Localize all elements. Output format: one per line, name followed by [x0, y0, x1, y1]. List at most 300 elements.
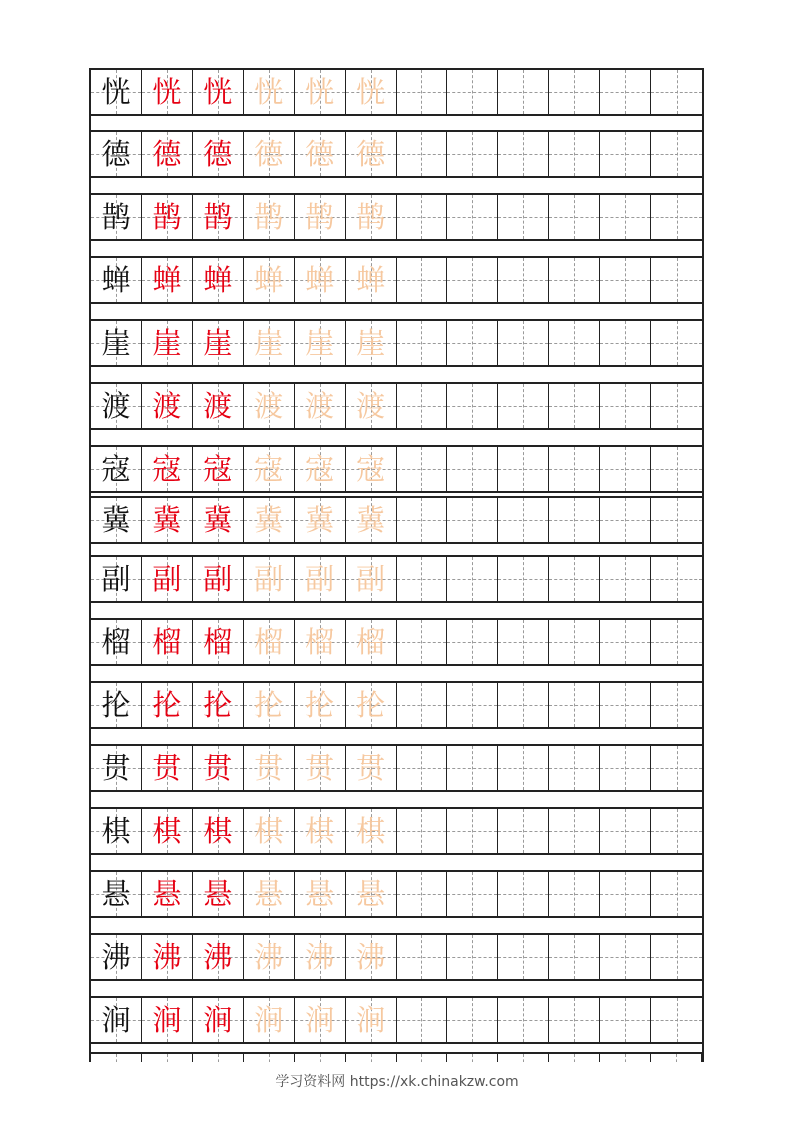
model-character: 棋	[101, 813, 131, 848]
model-character-cell	[91, 746, 142, 790]
blank-practice-cell	[549, 195, 600, 239]
red-copy-cell	[142, 809, 193, 853]
blank-practice-cell	[651, 557, 702, 601]
red-copy-cell	[193, 195, 244, 239]
red-copy-cell	[142, 557, 193, 601]
red-copy-cell	[142, 935, 193, 979]
trace-character: 德	[356, 136, 386, 171]
blank-practice-cell	[244, 1054, 295, 1062]
model-character-cell	[91, 258, 142, 302]
blank-practice-cell	[447, 321, 498, 365]
red-copy-character: 崖	[152, 325, 182, 360]
red-copy-cell	[193, 935, 244, 979]
model-character: 沸	[101, 939, 131, 974]
blank-practice-cell	[498, 620, 549, 664]
model-character-cell	[91, 132, 142, 176]
red-copy-cell	[193, 321, 244, 365]
trace-cell	[346, 132, 397, 176]
blank-practice-cell	[549, 620, 600, 664]
blank-practice-cell	[397, 935, 448, 979]
red-copy-cell	[193, 809, 244, 853]
model-character: 崖	[101, 325, 131, 360]
practice-row	[91, 744, 702, 792]
red-copy-cell	[142, 195, 193, 239]
trace-character: 悬	[356, 876, 386, 911]
red-copy-character: 沸	[203, 939, 233, 974]
practice-row	[91, 996, 702, 1044]
trace-cell	[244, 683, 295, 727]
red-copy-character: 恍	[152, 74, 182, 109]
trace-cell	[346, 557, 397, 601]
model-character-cell	[91, 872, 142, 916]
red-copy-cell	[142, 384, 193, 428]
red-copy-character: 蝉	[203, 262, 233, 297]
trace-cell	[244, 321, 295, 365]
blank-practice-cell	[397, 321, 448, 365]
trace-cell	[295, 258, 346, 302]
blank-practice-cell	[397, 447, 448, 491]
blank-practice-cell	[651, 384, 702, 428]
practice-row	[91, 496, 702, 544]
trace-character: 悬	[305, 876, 335, 911]
blank-practice-cell	[651, 258, 702, 302]
model-character: 涧	[101, 1002, 131, 1037]
blank-practice-cell	[549, 683, 600, 727]
trace-character: 悬	[254, 876, 284, 911]
footer-text: 学习资料网 https://xk.chinakzw.com	[275, 1074, 519, 1090]
practice-row	[91, 933, 702, 981]
blank-practice-cell	[549, 872, 600, 916]
trace-character: 沸	[254, 939, 284, 974]
model-character-cell	[91, 557, 142, 601]
trace-character: 沸	[356, 939, 386, 974]
blank-practice-cell	[498, 557, 549, 601]
blank-practice-cell	[549, 321, 600, 365]
blank-practice-cell	[397, 132, 448, 176]
trace-cell	[244, 746, 295, 790]
blank-practice-cell	[397, 620, 448, 664]
red-copy-cell	[142, 498, 193, 542]
blank-practice-cell	[549, 258, 600, 302]
red-copy-character: 鹊	[203, 199, 233, 234]
trace-cell	[346, 809, 397, 853]
trace-character: 棋	[254, 813, 284, 848]
trace-cell	[346, 258, 397, 302]
blank-practice-cell	[498, 70, 549, 114]
red-copy-cell	[193, 746, 244, 790]
blank-practice-cell	[498, 447, 549, 491]
model-character-cell	[91, 447, 142, 491]
trace-character: 崖	[305, 325, 335, 360]
blank-practice-cell	[600, 935, 651, 979]
red-copy-cell	[142, 620, 193, 664]
practice-row	[91, 618, 702, 666]
red-copy-cell	[142, 258, 193, 302]
blank-practice-cell	[295, 1054, 346, 1062]
blank-practice-cell	[447, 557, 498, 601]
trace-character: 鹊	[356, 199, 386, 234]
practice-row	[91, 193, 702, 241]
red-copy-cell	[142, 683, 193, 727]
trace-cell	[244, 70, 295, 114]
blank-practice-cell	[346, 1054, 397, 1062]
blank-practice-cell	[651, 998, 702, 1042]
trace-cell	[295, 132, 346, 176]
red-copy-character: 德	[203, 136, 233, 171]
blank-practice-cell	[498, 498, 549, 542]
trace-cell	[346, 620, 397, 664]
blank-practice-cell	[651, 683, 702, 727]
trace-character: 涧	[356, 1002, 386, 1037]
trace-cell	[244, 872, 295, 916]
trace-character: 涧	[254, 1002, 284, 1037]
red-copy-cell	[193, 872, 244, 916]
practice-row	[91, 445, 702, 493]
blank-practice-cell	[498, 872, 549, 916]
blank-practice-cell	[498, 935, 549, 979]
red-copy-character: 寇	[152, 451, 182, 486]
blank-practice-cell	[397, 872, 448, 916]
practice-row	[91, 555, 702, 603]
red-copy-cell	[193, 258, 244, 302]
blank-practice-cell	[397, 746, 448, 790]
blank-practice-cell	[549, 935, 600, 979]
red-copy-character: 抡	[152, 687, 182, 722]
red-copy-character: 棋	[152, 813, 182, 848]
trace-character: 渡	[254, 388, 284, 423]
model-character: 抡	[101, 687, 131, 722]
model-character: 恍	[101, 74, 131, 109]
trace-character: 冀	[356, 502, 386, 537]
blank-practice-cell	[397, 998, 448, 1042]
blank-practice-cell	[142, 1054, 193, 1062]
red-copy-character: 榴	[152, 624, 182, 659]
model-character: 鹊	[101, 199, 131, 234]
trace-character: 榴	[356, 624, 386, 659]
practice-row	[91, 870, 702, 918]
trace-character: 寇	[254, 451, 284, 486]
red-copy-character: 冀	[203, 502, 233, 537]
blank-practice-cell	[549, 1054, 600, 1062]
trace-character: 冀	[254, 502, 284, 537]
blank-practice-cell	[549, 132, 600, 176]
practice-row	[91, 807, 702, 855]
blank-practice-cell	[600, 195, 651, 239]
blank-practice-cell	[549, 746, 600, 790]
partial-row	[91, 1052, 702, 1062]
trace-cell	[346, 998, 397, 1042]
blank-practice-cell	[600, 132, 651, 176]
blank-practice-cell	[549, 384, 600, 428]
trace-cell	[244, 132, 295, 176]
practice-row	[91, 319, 702, 367]
trace-character: 寇	[305, 451, 335, 486]
trace-character: 渡	[305, 388, 335, 423]
blank-practice-cell	[600, 258, 651, 302]
trace-character: 冀	[305, 502, 335, 537]
trace-character: 寇	[356, 451, 386, 486]
model-character-cell	[91, 321, 142, 365]
blank-practice-cell	[600, 70, 651, 114]
model-character-cell	[91, 498, 142, 542]
trace-character: 涧	[305, 1002, 335, 1037]
red-copy-cell	[142, 872, 193, 916]
blank-practice-cell	[498, 321, 549, 365]
blank-practice-cell	[600, 447, 651, 491]
red-copy-cell	[142, 70, 193, 114]
blank-practice-cell	[600, 1054, 651, 1062]
blank-practice-cell	[498, 258, 549, 302]
trace-character: 棋	[305, 813, 335, 848]
red-copy-character: 沸	[152, 939, 182, 974]
blank-practice-cell	[600, 746, 651, 790]
red-copy-character: 涧	[203, 1002, 233, 1037]
red-copy-character: 棋	[203, 813, 233, 848]
model-character: 寇	[101, 451, 131, 486]
blank-practice-cell	[651, 132, 702, 176]
model-character: 冀	[101, 502, 131, 537]
blank-practice-cell	[447, 683, 498, 727]
blank-practice-cell	[549, 557, 600, 601]
blank-practice-cell	[447, 746, 498, 790]
blank-practice-cell	[397, 195, 448, 239]
blank-practice-cell	[397, 683, 448, 727]
blank-practice-cell	[447, 498, 498, 542]
trace-cell	[244, 384, 295, 428]
practice-row	[91, 256, 702, 304]
red-copy-character: 寇	[203, 451, 233, 486]
trace-character: 棋	[356, 813, 386, 848]
trace-character: 沸	[305, 939, 335, 974]
blank-practice-cell	[447, 447, 498, 491]
red-copy-cell	[193, 498, 244, 542]
trace-cell	[295, 872, 346, 916]
trace-cell	[346, 935, 397, 979]
blank-practice-cell	[397, 809, 448, 853]
model-character-cell	[91, 998, 142, 1042]
blank-practice-cell	[397, 1054, 448, 1062]
red-copy-character: 副	[203, 561, 233, 596]
blank-practice-cell	[447, 872, 498, 916]
blank-practice-cell	[600, 557, 651, 601]
trace-character: 贯	[254, 750, 284, 785]
trace-cell	[295, 70, 346, 114]
trace-character: 副	[254, 561, 284, 596]
blank-practice-cell	[549, 447, 600, 491]
trace-character: 副	[305, 561, 335, 596]
blank-practice-cell	[498, 384, 549, 428]
red-copy-character: 副	[152, 561, 182, 596]
red-copy-cell	[193, 70, 244, 114]
trace-cell	[346, 746, 397, 790]
model-character-cell	[91, 384, 142, 428]
trace-cell	[295, 809, 346, 853]
blank-practice-cell	[600, 998, 651, 1042]
blank-practice-cell	[651, 1054, 702, 1062]
trace-character: 蝉	[254, 262, 284, 297]
trace-character: 蝉	[356, 262, 386, 297]
trace-cell	[346, 321, 397, 365]
red-copy-cell	[193, 557, 244, 601]
trace-cell	[244, 998, 295, 1042]
trace-cell	[244, 447, 295, 491]
model-character: 渡	[101, 388, 131, 423]
blank-practice-cell	[651, 498, 702, 542]
trace-character: 榴	[254, 624, 284, 659]
red-copy-character: 冀	[152, 502, 182, 537]
trace-cell	[346, 384, 397, 428]
blank-practice-cell	[498, 1054, 549, 1062]
trace-character: 德	[254, 136, 284, 171]
red-copy-cell	[142, 321, 193, 365]
red-copy-character: 贯	[203, 750, 233, 785]
blank-practice-cell	[600, 872, 651, 916]
trace-cell	[295, 620, 346, 664]
blank-practice-cell	[447, 258, 498, 302]
trace-cell	[295, 746, 346, 790]
blank-practice-cell	[498, 809, 549, 853]
model-character-cell	[91, 809, 142, 853]
blank-practice-cell	[600, 809, 651, 853]
trace-cell	[295, 557, 346, 601]
trace-character: 德	[305, 136, 335, 171]
model-character: 蝉	[101, 262, 131, 297]
trace-character: 崖	[356, 325, 386, 360]
red-copy-character: 渡	[152, 388, 182, 423]
model-character: 德	[101, 136, 131, 171]
trace-character: 鹊	[305, 199, 335, 234]
red-copy-character: 恍	[203, 74, 233, 109]
blank-practice-cell	[651, 321, 702, 365]
blank-practice-cell	[549, 809, 600, 853]
blank-practice-cell	[447, 1054, 498, 1062]
trace-cell	[244, 809, 295, 853]
trace-character: 恍	[254, 74, 284, 109]
trace-cell	[295, 683, 346, 727]
trace-cell	[346, 447, 397, 491]
blank-practice-cell	[498, 683, 549, 727]
red-copy-cell	[142, 998, 193, 1042]
blank-practice-cell	[651, 195, 702, 239]
blank-practice-cell	[447, 935, 498, 979]
blank-practice-cell	[447, 998, 498, 1042]
blank-practice-cell	[447, 620, 498, 664]
trace-cell	[244, 498, 295, 542]
model-character-cell	[91, 935, 142, 979]
model-character-cell	[91, 70, 142, 114]
red-copy-character: 崖	[203, 325, 233, 360]
trace-character: 榴	[305, 624, 335, 659]
red-copy-character: 抡	[203, 687, 233, 722]
trace-cell	[346, 195, 397, 239]
blank-practice-cell	[549, 498, 600, 542]
red-copy-character: 涧	[152, 1002, 182, 1037]
red-copy-character: 贯	[152, 750, 182, 785]
blank-practice-cell	[651, 809, 702, 853]
blank-practice-cell	[397, 498, 448, 542]
model-character: 副	[101, 561, 131, 596]
trace-cell	[244, 557, 295, 601]
blank-practice-cell	[651, 70, 702, 114]
blank-practice-cell	[600, 384, 651, 428]
blank-practice-cell	[600, 321, 651, 365]
blank-practice-cell	[651, 935, 702, 979]
blank-practice-cell	[600, 620, 651, 664]
trace-cell	[244, 258, 295, 302]
trace-cell	[295, 935, 346, 979]
trace-cell	[346, 683, 397, 727]
blank-practice-cell	[651, 872, 702, 916]
red-copy-cell	[193, 132, 244, 176]
red-copy-cell	[142, 132, 193, 176]
blank-practice-cell	[397, 70, 448, 114]
red-copy-character: 悬	[152, 876, 182, 911]
trace-character: 抡	[254, 687, 284, 722]
red-copy-cell	[193, 447, 244, 491]
red-copy-character: 德	[152, 136, 182, 171]
blank-practice-cell	[447, 384, 498, 428]
blank-practice-cell	[498, 998, 549, 1042]
trace-cell	[295, 498, 346, 542]
model-character-cell	[91, 195, 142, 239]
red-copy-character: 蝉	[152, 262, 182, 297]
trace-cell	[346, 498, 397, 542]
trace-cell	[346, 872, 397, 916]
trace-character: 副	[356, 561, 386, 596]
trace-cell	[295, 447, 346, 491]
practice-row	[91, 130, 702, 178]
trace-cell	[244, 195, 295, 239]
red-copy-cell	[142, 746, 193, 790]
practice-row	[91, 382, 702, 430]
red-copy-character: 榴	[203, 624, 233, 659]
trace-character: 渡	[356, 388, 386, 423]
blank-practice-cell	[651, 746, 702, 790]
blank-practice-cell	[447, 195, 498, 239]
red-copy-cell	[193, 620, 244, 664]
blank-practice-cell	[91, 1054, 142, 1062]
blank-practice-cell	[397, 258, 448, 302]
trace-character: 贯	[305, 750, 335, 785]
trace-cell	[244, 620, 295, 664]
blank-practice-cell	[397, 557, 448, 601]
red-copy-cell	[193, 384, 244, 428]
trace-character: 蝉	[305, 262, 335, 297]
red-copy-character: 悬	[203, 876, 233, 911]
blank-practice-cell	[447, 809, 498, 853]
trace-character: 贯	[356, 750, 386, 785]
blank-practice-cell	[193, 1054, 244, 1062]
trace-character: 恍	[305, 74, 335, 109]
blank-practice-cell	[600, 683, 651, 727]
blank-practice-cell	[498, 132, 549, 176]
blank-practice-cell	[447, 70, 498, 114]
blank-practice-cell	[651, 620, 702, 664]
practice-row	[91, 681, 702, 729]
trace-character: 鹊	[254, 199, 284, 234]
trace-cell	[295, 195, 346, 239]
red-copy-character: 鹊	[152, 199, 182, 234]
model-character: 悬	[101, 876, 131, 911]
model-character-cell	[91, 620, 142, 664]
model-character: 榴	[101, 624, 131, 659]
red-copy-cell	[142, 447, 193, 491]
trace-character: 抡	[305, 687, 335, 722]
blank-practice-cell	[651, 447, 702, 491]
blank-practice-cell	[498, 746, 549, 790]
blank-practice-cell	[498, 195, 549, 239]
practice-grid-sheet	[89, 68, 704, 1062]
